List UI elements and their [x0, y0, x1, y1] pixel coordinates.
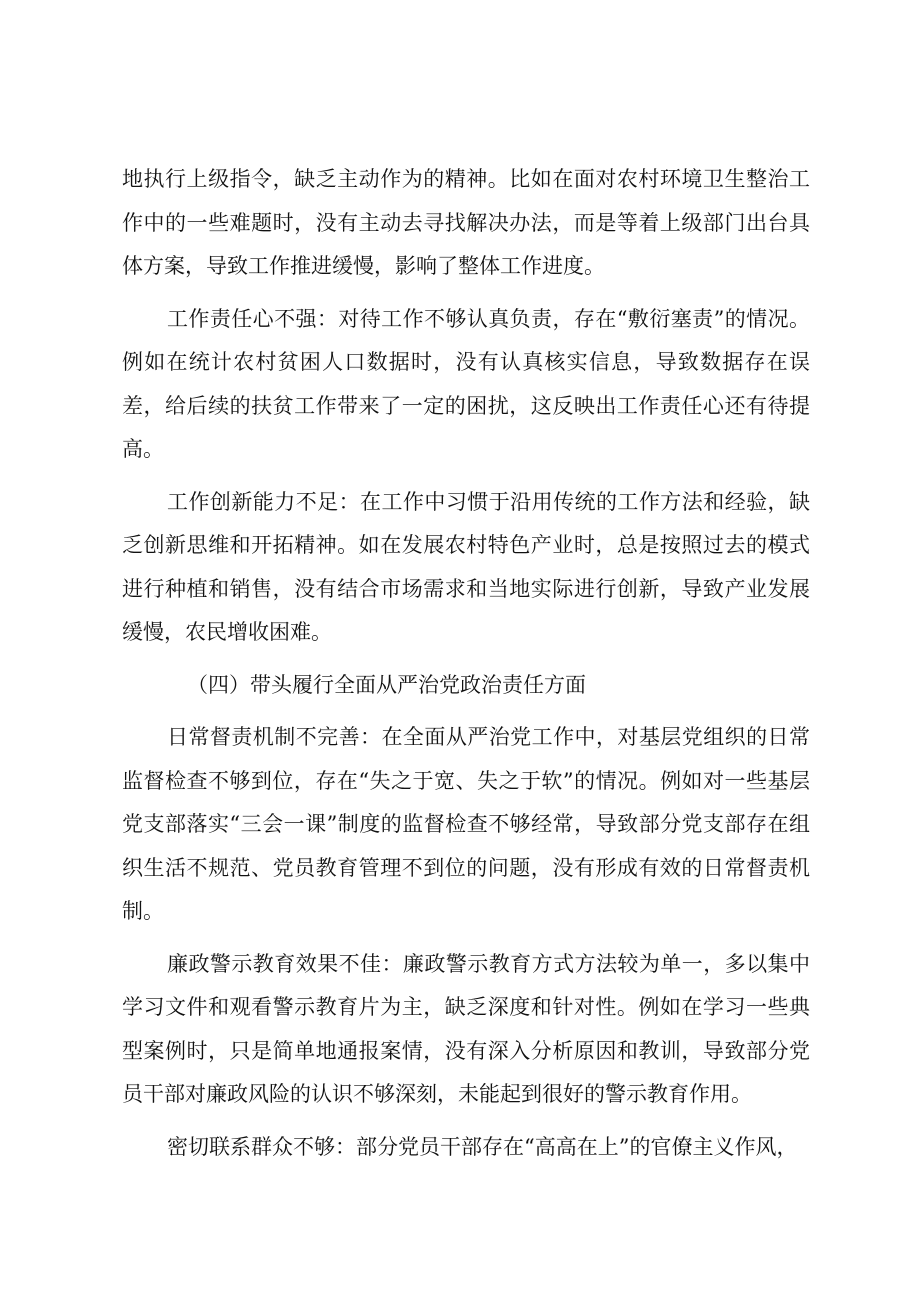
paragraph-responsibility: 工作责任心不强：对待工作不够认真负责，存在“敷衍塞责”的情况。例如在统计农村贫困人口数据时，没有认真核实信息，导致数据存在误差，给后续的扶贫工作带来了一定的困扰，这反映出工作责任心还有待提高。 [122, 306, 810, 461]
paragraph-continuation: 地执行上级指令，缺乏主动作为的精神。比如在面对农村环境卫生整治工作中的一些难题时，没有主动去寻找解决办法，而是等着上级部门出台具体方案，导致工作推进缓慢，影响了整体工作进度。 [122, 167, 810, 278]
paragraph-supervision: 日常督责机制不完善：在全面从严治党工作中，对基层党组织的日常监督检查不够到位，存在“失之于宽、失之于软”的情况。例如对一些基层党支部落实“三会一课”制度的监督检查不够经常，导致部分党支部存在组织生活不规范、党员教育管理不到位的问题，没有形成有效的日常督责机制。 [122, 725, 810, 923]
paragraph-integrity-education: 廉政警示教育效果不佳：廉政警示教育方式方法较为单一，多以集中学习文件和观看警示教育片为主，缺乏深度和针对性。例如在学习一些典型案例时，只是简单地通报案情，没有深入分析原因和教训，导致部分党员干部对廉政风险的认识不够深刻，未能起到很好的警示教育作用。 [122, 951, 810, 1106]
paragraph-innovation: 工作创新能力不足：在工作中习惯于沿用传统的工作方法和经验，缺乏创新思维和开拓精神。如在发展农村特色产业时，总是按照过去的模式进行种植和销售，没有结合市场需求和当地实际进行创新，导致产业发展缓慢，农民增收困难。 [122, 489, 810, 644]
paragraph-mass-contact: 密切联系群众不够：部分党员干部存在“高高在上”的官僚主义作风， [167, 1134, 798, 1159]
section-heading: （四）带头履行全面从严治党政治责任方面 [187, 672, 586, 697]
document-body [122, 158, 810, 1178]
